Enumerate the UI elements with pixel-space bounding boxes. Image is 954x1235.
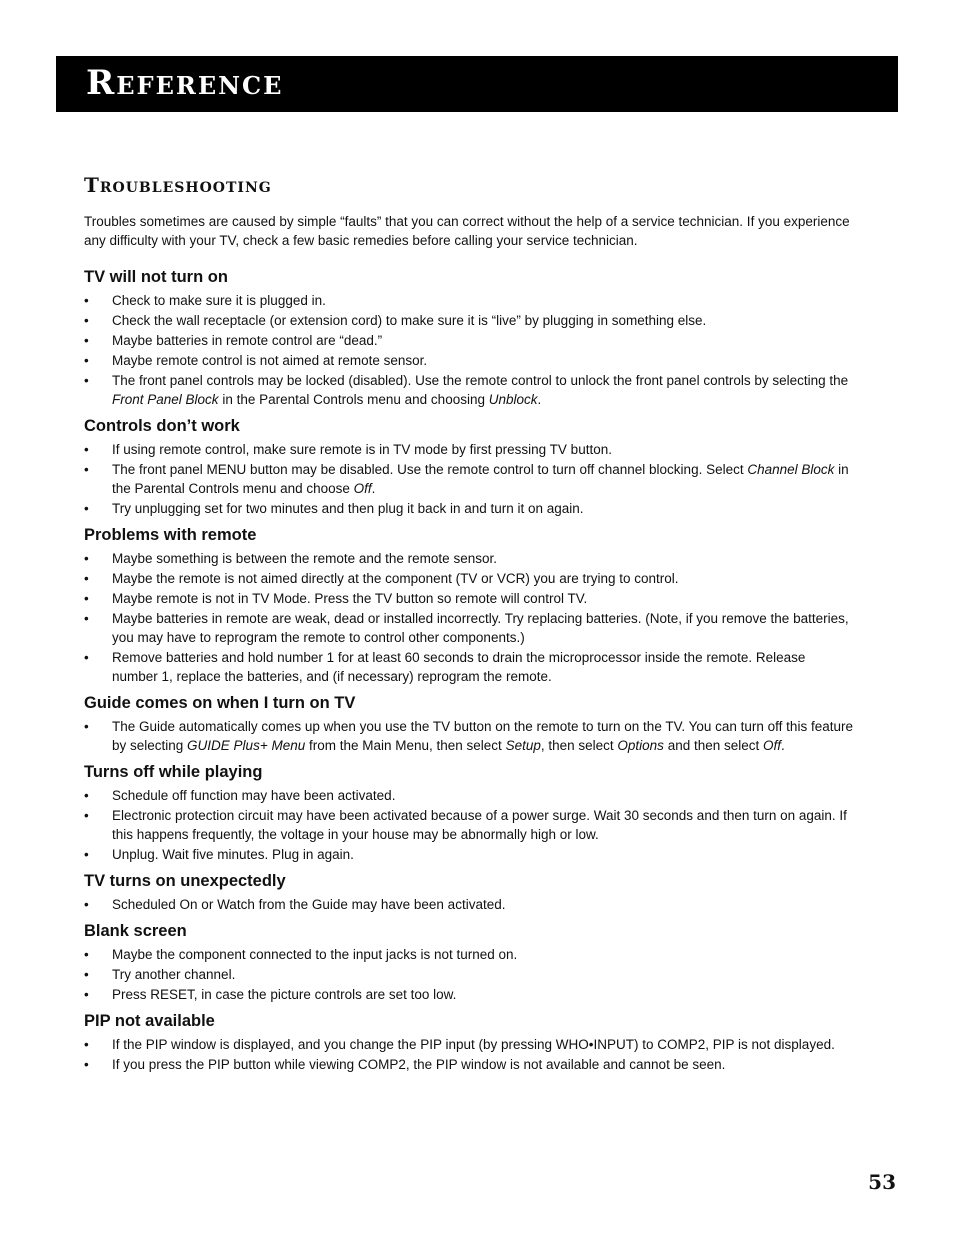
text-run: The front panel controls may be locked (disabled). Use the remote control to unlock the front panel controls by selecting the — [112, 373, 849, 388]
list-item — [84, 499, 854, 518]
text-run: If the PIP window is displayed, and you change the PIP input (by pressing WHO•INPUT) to COMP2, PIP is not displayed. — [112, 1037, 835, 1052]
topics-list — [84, 266, 854, 1074]
section-title: Troubleshooting — [84, 173, 272, 197]
text-run: . — [781, 738, 785, 753]
bullet-list — [84, 549, 854, 686]
page-number: 53 — [868, 1170, 896, 1194]
list-item — [84, 1055, 854, 1074]
text-run: . — [537, 392, 542, 407]
text-run: in the Parental Controls menu and choosing — [218, 392, 489, 407]
menu-term: Unblock — [488, 392, 538, 407]
text-run: If you press the PIP button while viewing COMP2, the PIP window is not available and cannot be seen. — [112, 1057, 726, 1072]
text-run: and then select — [663, 738, 764, 753]
topic-section — [84, 266, 854, 409]
topic-heading: Turns off while playing — [84, 763, 263, 781]
list-item — [84, 331, 854, 350]
bullet-list — [84, 291, 854, 409]
list-item — [84, 371, 854, 409]
topic-heading: PIP not available — [84, 1012, 215, 1030]
bullet-list — [84, 440, 854, 518]
topic-heading: TV will not turn on — [84, 268, 228, 286]
topic-heading: Problems with remote — [84, 526, 257, 544]
text-run: Maybe remote is not in TV Mode. Press the TV button so remote will control TV. — [112, 591, 588, 606]
bullet-list — [84, 1035, 854, 1074]
list-item — [84, 786, 854, 805]
text-run: Try another channel. — [112, 967, 236, 982]
list-item — [84, 1035, 854, 1054]
list-item — [84, 311, 854, 330]
topic-heading: Guide comes on when I turn on TV — [84, 694, 356, 712]
list-item — [84, 569, 854, 588]
text-run: in the Parental Controls menu and choose — [112, 462, 849, 496]
list-item — [84, 291, 854, 310]
text-run: Scheduled On or Watch from the Guide may have been activated. — [112, 897, 506, 912]
topic-section — [84, 524, 854, 686]
list-item — [84, 806, 854, 844]
text-run: Press RESET, in case the picture controls are set too low. — [112, 987, 457, 1002]
topic-section — [84, 415, 854, 518]
text-run: from the Main Menu, then select — [305, 738, 506, 753]
list-item — [84, 351, 854, 370]
list-item — [84, 845, 854, 864]
topic-section — [84, 761, 854, 864]
bullet-list — [84, 945, 854, 1004]
list-item — [84, 965, 854, 984]
text-run: Maybe the remote is not aimed directly at the component (TV or VCR) you are trying to control. — [112, 571, 679, 586]
text-run: , then select — [540, 738, 618, 753]
list-item — [84, 717, 854, 755]
list-item — [84, 609, 854, 647]
menu-term: Channel Block — [747, 462, 835, 477]
topic-heading: Controls don’t work — [84, 417, 240, 435]
header-banner — [56, 56, 898, 112]
text-run: If using remote control, make sure remote is in TV mode by first pressing TV button. — [112, 442, 612, 457]
text-run: Try unplugging set for two minutes and then plug it back in and turn it on again. — [112, 501, 584, 516]
topic-section — [84, 692, 854, 755]
text-run: Remove batteries and hold number 1 for at least 60 seconds to drain the microprocessor inside the remote. Release number 1, replace the batteries, and (if necessary) reprogram the remote. — [112, 650, 806, 684]
intro-paragraph: Troubles sometimes are caused by simple “faults” that you can correct without the help of a service technician. If you experience any difficulty with your TV, check a few basic remedies before calling your service technician. — [84, 214, 850, 248]
text-run: Maybe something is between the remote and the remote sensor. — [112, 551, 497, 566]
menu-term: Options — [617, 738, 664, 753]
list-item — [84, 460, 854, 498]
topic-section — [84, 920, 854, 1004]
list-item — [84, 648, 854, 686]
list-item — [84, 985, 854, 1004]
topic-heading: TV turns on unexpectedly — [84, 872, 286, 890]
menu-term: GUIDE Plus+ Menu — [187, 738, 306, 753]
text-run: Schedule off function may have been activated. — [112, 788, 396, 803]
text-run: Maybe batteries in remote control are “dead.” — [112, 333, 383, 348]
menu-term: Off — [353, 481, 372, 496]
menu-term: Setup — [505, 738, 541, 753]
bullet-list — [84, 895, 854, 914]
text-run: Maybe the component connected to the input jacks is not turned on. — [112, 947, 518, 962]
menu-term: Off — [763, 738, 782, 753]
bullet-list — [84, 717, 854, 755]
text-run: The front panel MENU button may be disabled. Use the remote control to turn off channel blocking. Select — [112, 462, 748, 477]
text-run: Maybe batteries in remote are weak, dead or installed incorrectly. Try replacing batteries. (Note, if you remove the batteries, you may have to reprogram the remote to control other components.) — [112, 611, 849, 645]
list-item — [84, 945, 854, 964]
text-run: Check to make sure it is plugged in. — [112, 293, 326, 308]
text-run: Unplug. Wait five minutes. Plug in again. — [112, 847, 354, 862]
main-content — [84, 170, 854, 1080]
page-title: Reference — [86, 63, 284, 103]
list-item — [84, 589, 854, 608]
text-run: Check the wall receptacle (or extension cord) to make sure it is “live” by plugging in something else. — [112, 313, 707, 328]
topic-heading: Blank screen — [84, 922, 187, 940]
text-run: . — [371, 481, 376, 496]
bullet-list — [84, 786, 854, 864]
list-item — [84, 549, 854, 568]
text-run: The Guide automatically comes up when you use the TV button on the remote to turn on the TV. You can turn off this feature by selecting — [112, 719, 853, 753]
topic-section — [84, 1010, 854, 1074]
list-item — [84, 895, 854, 914]
menu-term: Front Panel Block — [112, 392, 219, 407]
list-item — [84, 440, 854, 459]
text-run: Electronic protection circuit may have been activated because of a power surge. Wait 30 seconds and then turn on again. If this happens frequently, the voltage in your house may be abnormally high or low. — [112, 808, 847, 842]
topic-section — [84, 870, 854, 914]
text-run: Maybe remote control is not aimed at remote sensor. — [112, 353, 428, 368]
